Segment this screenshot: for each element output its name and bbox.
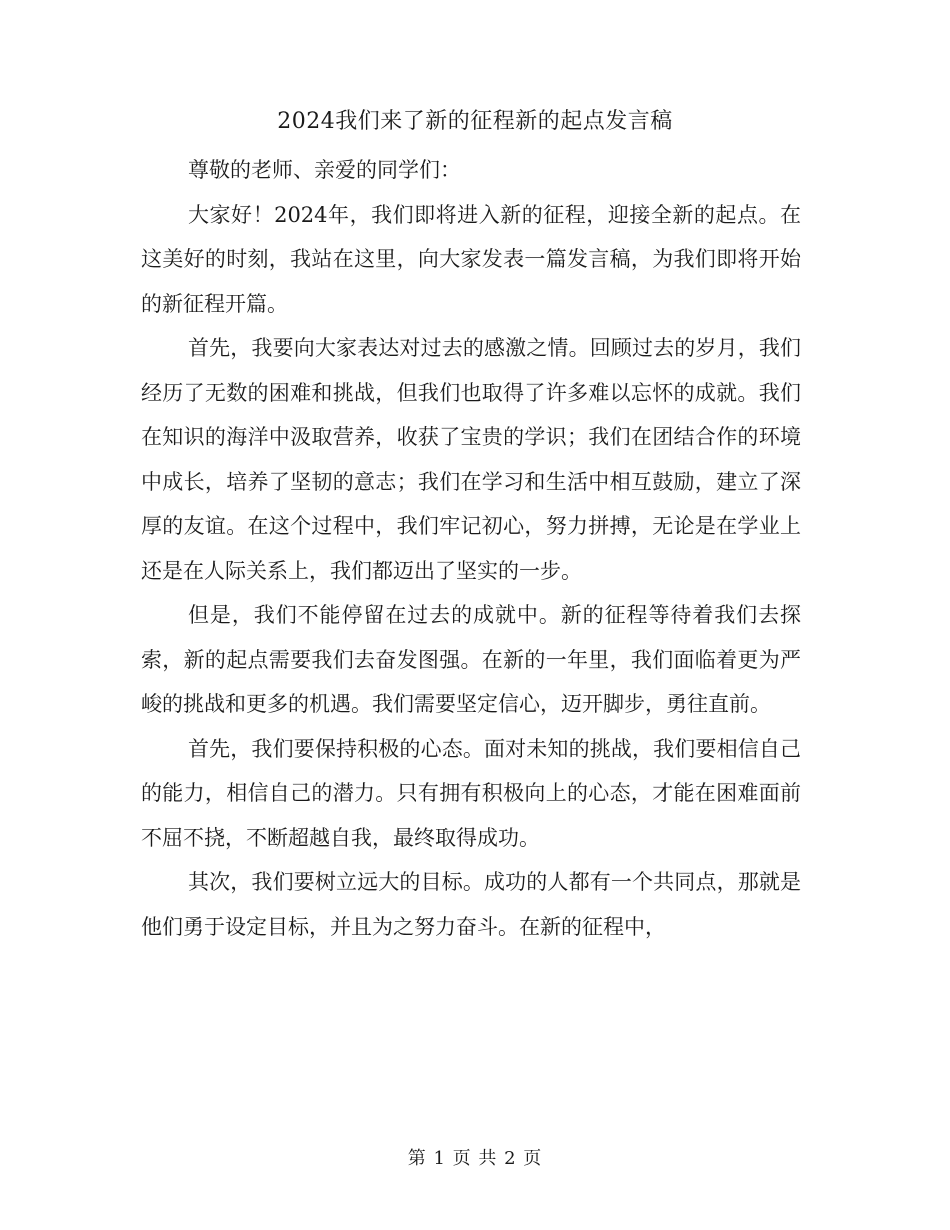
body-paragraph: 但是，我们不能停留在过去的成就中。新的征程等待着我们去探索，新的起点需要我们去奋发图强。在新的一年里，我们面临着更为严峻的挑战和更多的机遇。我们需要坚定信心，迈开脚步，勇往直前。 — [141, 603, 801, 716]
body-paragraph: 首先，我要向大家表达对过去的感激之情。回顾过去的岁月，我们经历了无数的困难和挑战，但我们也取得了许多难以忘怀的成就。我们在知识的海洋中汲取营养，收获了宝贵的学识；我们在团结合作的环境中成长，培养了坚韧的意志；我们在学习和生活中相互鼓励，建立了深厚的友谊。在这个过程中，我们牢记初心，努力拼搏，无论是在学业上还是在人际关系上，我们都迈出了坚实的一步。 — [141, 336, 801, 583]
body-paragraph: 其次，我们要树立远大的目标。成功的人都有一个共同点，那就是他们勇于设定目标，并且为之努力奋斗。在新的征程中， — [141, 870, 801, 939]
page-number-footer: 第 1 页 共 2 页 — [407, 1148, 543, 1169]
salutation-paragraph: 尊敬的老师、亲爱的同学们： — [188, 158, 461, 182]
document-body — [141, 148, 801, 949]
body-paragraph: 首先，我们要保持积极的心态。面对未知的挑战，我们要相信自己的能力，相信自己的潜力。只有拥有积极向上的心态，才能在困难面前不屈不挠，不断超越自我，最终取得成功。 — [141, 736, 801, 850]
body-paragraph: 大家好！2024年，我们即将进入新的征程，迎接全新的起点。在这美好的时刻，我站在这里，向大家发表一篇发言稿，为我们即将开始的新征程开篇。 — [141, 202, 801, 316]
document-title: 2024我们来了新的征程新的起点发言稿 — [277, 109, 673, 134]
